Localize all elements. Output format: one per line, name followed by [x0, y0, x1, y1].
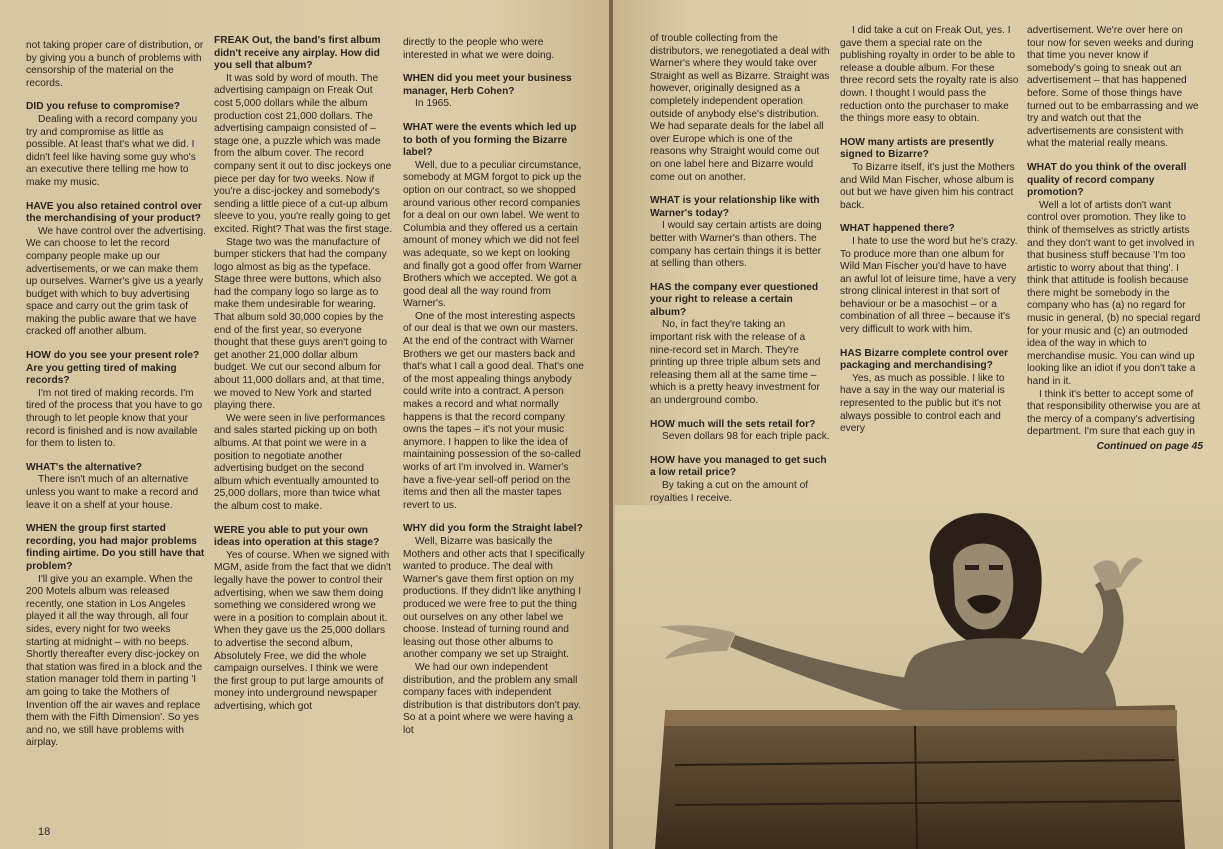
answer-paragraph: We were seen in live performances and sales started picking up on both albums. At that point we were in a position to negotiate another advertising budget on the second album which eventually amounted to 25,000 dollars, more than twice what the album cost to make.	[214, 412, 385, 512]
answer-paragraph: Well a lot of artists don't want control over promotion. They like to think of themselves as strictly artists and they don't want to get involved in that business stuff because 'I'm too artistic to worry about that thing'. I think that attitude is foolish because there might be somebody in the company who has (a) no regard for music in general, (b) no special regard for your music and (c) an outmoded idea of the way in which to merchandise music. You can wind up looking like an idiot if you don't take a hand in it.	[1027, 199, 1201, 388]
question-heading: WHAT's the alternative?	[26, 461, 143, 473]
question-heading: WHAT happened there?	[840, 223, 955, 235]
question-heading: DID you refuse to compromise?	[26, 101, 180, 113]
answer-paragraph: I hate to use the word but he's crazy. To produce more than one album for Wild Man Fischer you'd have to have an awful lot of leisure time, have a very strong clinical interest in that sort of behaviour or be a masochist – or a combination of all three – because it's very difficult to work with him.	[840, 235, 1018, 336]
answer-paragraph: By taking a cut on the amount of royalties I receive.	[650, 480, 809, 504]
answer-paragraph: I think it's better to accept some of that responsibility otherwise you are at the mercy of a company's advertising department. I'm sure that each guy in	[1027, 388, 1201, 438]
answer-paragraph: Yes, as much as possible. I like to have a say in the way our material is represented to the public but it's not always possible to control each and every	[840, 372, 1005, 435]
question-heading: WHAT were the events which led up to both of you forming the Bizarre label?	[403, 121, 577, 159]
question-heading: FREAK Out, the band's first album didn't receive any airplay. How did you sell that album?	[214, 35, 381, 72]
answer-paragraph: I did take a cut on Freak Out, yes. I gave them a special rate on the publishing royalty in order to be able to release a double album. For these three record sets the royalty rate is also down. I thought I would pass the reduction onto the purchaser to make the things more easy to obtain.	[840, 25, 1019, 125]
question-heading: HAS Bizarre complete control over packaging and merchandising?	[840, 347, 1009, 372]
answer-paragraph: Dealing with a record company you try and compromise as little as possible. At least that's what we did. I didn't feel like having some guy who's an executive there telling me how to make my music.	[26, 113, 198, 188]
right-column-2	[840, 25, 1020, 505]
answer-paragraph: No, in fact they're taking an important risk with the release of a nine-record set in March. They're printing up three triple album sets and releasing them all at the same time – which is a pretty heavy investment for an underground combo.	[650, 319, 821, 407]
question-heading: HOW much will the sets retail for?	[650, 418, 816, 430]
question-heading: WHAT do you think of the overall quality of record company promotion?	[1027, 161, 1187, 199]
question-heading: HAS the company ever questioned your right to release a certain album?	[650, 281, 819, 318]
question-heading: WHAT is your relationship like with Warner's today?	[650, 195, 820, 219]
answer-paragraph: advertisement. We're over here on tour now for seven weeks and during that time you never know if somebody's going to sneak out an advertisement – that has happened before. Some of those things have turned out to be embarrassing and we try and watch out that the advertisements are consistent with what the material really means.	[1027, 25, 1199, 150]
answer-paragraph: Well, due to a peculiar circumstance, somebody at MGM forgot to pick up the option on our contract, so we shopped around various other record companies for a deal on our own label. We went to Columbia and they offered us a certain amount of money which we did not feel was adequate, so we kept on looking and finally got a good offer from Warner Brothers which we accepted. We got a good deal all the way round from Warner's.	[403, 159, 582, 310]
question-heading: WHEN the group first started recording, you had major problems finding airtime. Do you still have that problem?	[26, 523, 205, 572]
page-number: 18	[38, 826, 51, 838]
left-column-2	[214, 35, 394, 840]
left-column-1	[26, 40, 206, 835]
question-heading: HOW have you managed to get such a low retail price?	[650, 454, 827, 479]
answer-paragraph: I'm not tired of making records. I'm tired of the process that you have to go through to let people know that your record is finished and is now available for them to listen to.	[26, 387, 203, 450]
answer-paragraph: We had our own independent distribution, and the problem any small company faces with independent distribution is that distributors don't pay. So at a point where we were having a lot	[403, 661, 581, 736]
question-heading: HOW many artists are presently signed to Bizarre?	[840, 136, 995, 161]
answer-paragraph: To Bizarre itself, it's just the Mothers and Wild Man Fischer, whose album is out but we have given him his contract back.	[840, 161, 1015, 211]
answer-paragraph: directly to the people who were interested in what we were doing.	[403, 37, 555, 61]
answer-paragraph: One of the most interesting aspects of our deal is that we own our masters. At the end of the contract with Warner Brothers we get our masters back and that's what I call a good deal. That's one of the most appealing things anybody could write into a contract. A person makes a record and what normally happens is that the record company owns the tapes – it's not your music anymore. I happen to like the idea of maintaining possession of the so-called works of art I'm involved in. Warner's have a five-year sell-off period on the items and then all the master tapes revert to us.	[403, 310, 584, 511]
question-heading: WERE you able to put your own ideas into operation at this stage?	[214, 524, 380, 549]
answer-paragraph: Yes of course. When we signed with MGM, aside from the fact that we didn't legally have the power to control their advertising, when we saw them doing something we considered wrong we were in a position to complain about it. When they gave us the 25,000 dollars to advertise the second album, Absolutely Free, we did the whole campaign ourselves. I think we were the first group to put large amounts of money into underground newspaper advertising, which got	[214, 549, 391, 712]
answer-paragraph: In 1965.	[415, 98, 452, 110]
answer-paragraph: of trouble collecting from the distributors, we renegotiated a deal with Warner's where they would take over Straight as well as Bizarre. Straight was however, originally designed as a completely independent operation outside of anybody else's distribution. We had separate deals for the label all over Europe which is one of the reasons why Straight would come out on one label here and Bizarre would come out on another.	[650, 33, 830, 183]
photo-illustration	[615, 505, 1223, 849]
answer-paragraph: Well, Bizarre was basically the Mothers and other acts that I specifically wanted to produce. The deal with Warner's gave them first option on my productions. If they didn't like anything I produced we were free to put the thing out ourselves on any other label we choose. Instead of turning round and leasing out those other albums to another company we set up Straight.	[403, 535, 585, 661]
question-heading: HOW do you see your present role? Are you getting tired of making records?	[26, 350, 200, 387]
question-heading: WHY did you form the Straight label?	[403, 523, 583, 535]
left-column-3	[403, 37, 585, 842]
answer-paragraph: We have control over the advertising. We can choose to let the record company people make up our advertisements, or we can make them up ourselves. Warner's give us a yearly budget with which to buy advertising space and carry out the grim task of making the public aware that we have cracked off another album.	[26, 225, 206, 338]
answer-paragraph: There isn't much of an alternative unless you want to make a record and leave it on a shelf at your house.	[26, 474, 199, 511]
continued-note: Continued on page 45	[1096, 441, 1203, 452]
photo-musician-gesturing	[615, 505, 1223, 849]
answer-paragraph: not taking proper care of distribution, or by giving you a bunch of problems with censorship of the material on the records.	[26, 40, 204, 89]
right-column-3	[1027, 25, 1203, 505]
right-column-3-body	[1027, 25, 1203, 439]
answer-paragraph: Seven dollars 98 for each triple pack.	[662, 431, 830, 443]
left-page	[0, 0, 611, 849]
question-heading: HAVE you also retained control over the merchandising of your product?	[26, 200, 202, 225]
question-heading: WHEN did you meet your business manager, Herb Cohen?	[403, 73, 572, 97]
answer-paragraph: I'll give you an example. When the 200 Motels album was released recently, one station in Los Angeles played it all the way through, all four sides, every night for two weeks starting at midnight – with no beeps. Shortly thereafter every disc-jockey on that station was fired in a block and the station manager told them in parting 'I am going to take the Mothers of Invention off the air waves and replace them with the Fifth Dimension'. So yes and no, we still have problems with airplay.	[26, 573, 203, 749]
answer-paragraph: I would say certain artists are doing better with Warner's than others. The company has certain things it is better at selling than others.	[650, 220, 822, 270]
answer-paragraph: It was sold by word of mouth. The advertising campaign on Freak Out cost 5,000 dollars while the album production cost 21,000 dollars. The advertising campaign consisted of – stage one, a puzzle which was made from the album cover. The record company sent it out to disc jockeys one piece per day for two weeks. Now if you're a disc-jockey and somebody's sending a little piece of a cut-up album sleeve to you, you're really going to get excited. Right? That was the first stage.	[214, 72, 393, 235]
answer-paragraph: Stage two was the manufacture of bumper stickers that had the company logo almost as big as the typeface. Stage three were buttons, which also had the company logo so large as to make them undesirable for wearing. That album sold 30,000 copies by the end of the first year, so everyone thought that these guys aren't going to get another 21,000 dollar album budget. We cut our second album for about 11,000 dollars and, at that time, we moved to New York and started playing there.	[214, 236, 387, 412]
